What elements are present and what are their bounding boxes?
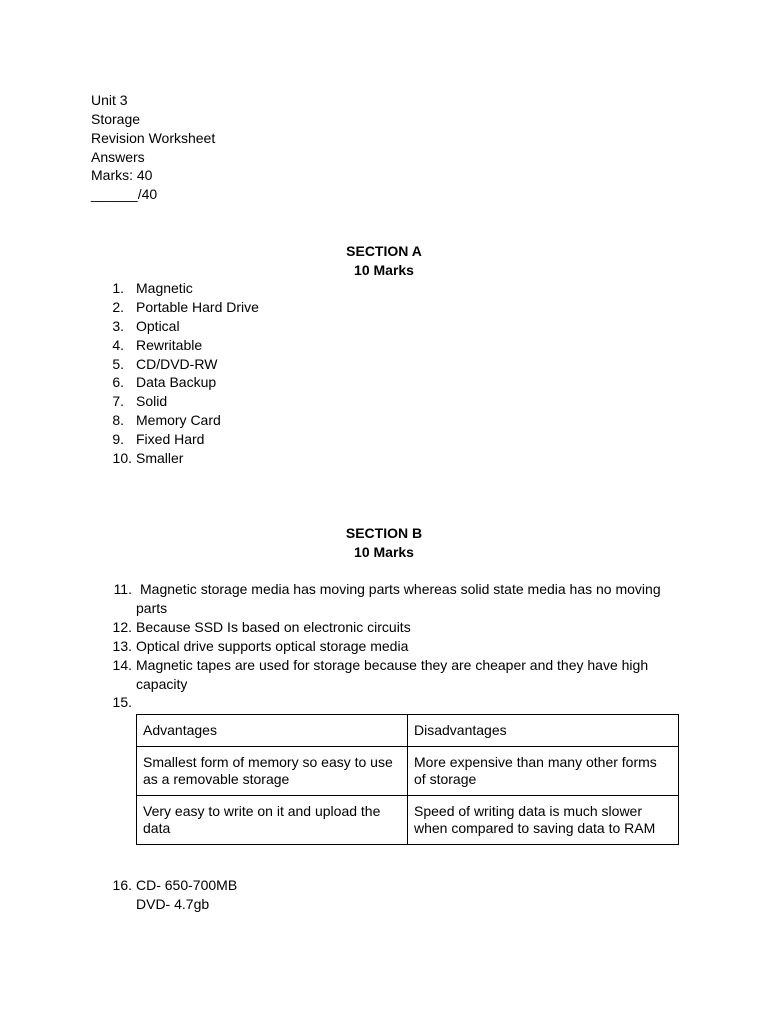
section-b-marks: 10 Marks xyxy=(354,544,414,560)
table-cell: Smallest form of memory so easy to use as a removable storage xyxy=(137,747,408,796)
item-number: 3. xyxy=(112,318,124,334)
item-number: 13. xyxy=(112,638,132,654)
item-answer: CD/DVD-RW xyxy=(136,356,218,372)
item-number: 2. xyxy=(112,299,124,315)
item-answer: Data Backup xyxy=(136,374,217,390)
item-number: 4. xyxy=(112,337,124,353)
section-a-title: SECTION A xyxy=(346,243,422,259)
table-cell: Very easy to write on it and upload the data xyxy=(137,796,408,845)
table-header-disadvantages: Disadvantages xyxy=(408,715,679,747)
item-answer: Optical drive supports optical storage media xyxy=(136,638,409,654)
item-answer: Magnetic xyxy=(136,280,193,296)
item-answer: Memory Card xyxy=(136,412,221,428)
item-number: 6. xyxy=(112,374,124,390)
worksheet-title: Revision Worksheet xyxy=(91,130,216,146)
item-number: 11. xyxy=(113,581,132,597)
answers-label: Answers xyxy=(91,149,145,165)
table-row xyxy=(137,747,679,796)
item-number: 8. xyxy=(112,412,124,428)
item-number: 15. xyxy=(112,694,132,710)
item-number: 5. xyxy=(112,356,124,372)
score-blank: ______/40 xyxy=(91,186,158,202)
table-cell: Speed of writing data is much slower when compared to saving data to RAM xyxy=(408,796,679,845)
item-number: 10. xyxy=(112,450,132,466)
item-answer: Portable Hard Drive xyxy=(136,299,259,315)
item-number: 12. xyxy=(112,619,132,635)
topic-label: Storage xyxy=(91,111,141,127)
item-answer-dvd: DVD- 4.7gb xyxy=(136,896,210,912)
item-answer: Magnetic tapes are used for storage because they are cheaper and they have high capacity xyxy=(136,657,649,692)
table-header-row xyxy=(137,715,679,747)
item-answer: Optical xyxy=(136,318,180,334)
item-number: 7. xyxy=(112,393,124,409)
unit-label: Unit 3 xyxy=(91,92,128,108)
table-row xyxy=(137,796,679,845)
marks-label: Marks: 40 xyxy=(91,167,153,183)
item-answer: Magnetic storage media has moving parts whereas solid state media has no moving parts xyxy=(136,581,661,616)
item-number: 14. xyxy=(112,657,132,673)
section-b-title: SECTION B xyxy=(345,525,423,541)
table-header-advantages: Advantages xyxy=(137,715,408,747)
item-answer: Fixed Hard xyxy=(136,431,205,447)
item-answer: Solid xyxy=(136,393,168,409)
section-a-marks: 10 Marks xyxy=(354,262,414,278)
table-cell: More expensive than many other forms of storage xyxy=(408,747,679,796)
item-answer: Rewritable xyxy=(136,337,203,353)
item-answer: Because SSD Is based on electronic circuits xyxy=(136,619,411,635)
item-number: 16. xyxy=(112,877,132,893)
advantages-table xyxy=(136,714,679,845)
item-number: 1. xyxy=(112,280,124,296)
item-number: 9. xyxy=(112,431,124,447)
item-answer-cd: CD- 650-700MB xyxy=(136,877,238,893)
item-answer: Smaller xyxy=(136,450,184,466)
